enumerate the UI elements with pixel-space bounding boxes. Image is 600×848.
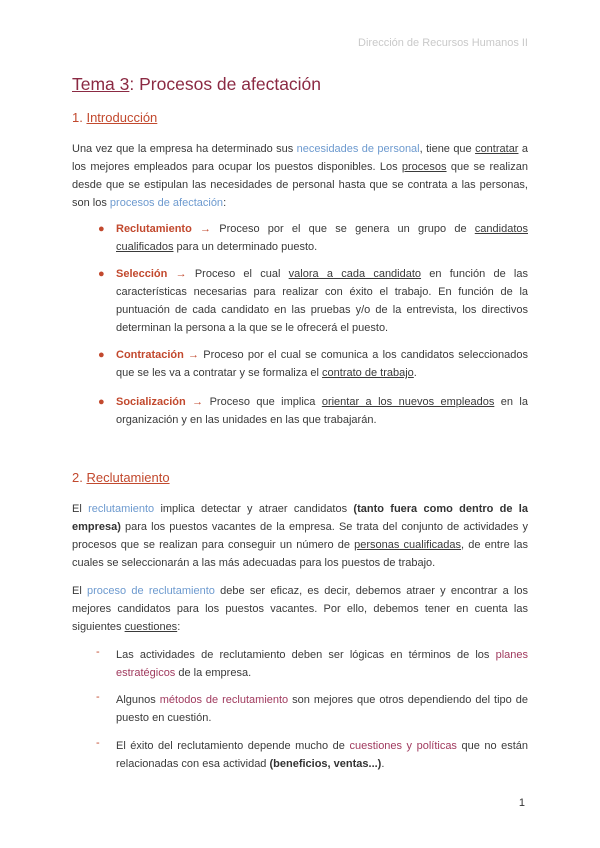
bullet-term: Contratación [116, 349, 184, 361]
bullet-term: Selección [116, 268, 168, 280]
highlight-reclutamiento: reclutamiento [88, 503, 155, 515]
title-prefix: Tema 3 [72, 74, 130, 94]
text-run: para un determinado puesto. [173, 241, 318, 253]
text-run: que no están relacionadas con esa actividad [116, 740, 528, 770]
section-number: 1. [72, 110, 87, 125]
text-run: , de entre las cuales se seleccionarán a las más adecuadas para los puestos de trabajo. [72, 539, 528, 569]
underline-procesos: procesos [401, 161, 447, 173]
dash-item-3 [116, 737, 528, 773]
bullet-item-contratacion [116, 346, 528, 382]
bullet-item-socializacion [116, 393, 528, 429]
section-heading-reclutamiento [72, 470, 170, 485]
reclutamiento-paragraph-1 [72, 500, 528, 572]
text-run: debe ser eficaz, es decir, debemos atraer y encontrar a los mejores candidatos para los puestos vacantes. Por ello, debemos tener en cuenta las siguientes [72, 585, 529, 633]
text-run: : [177, 621, 181, 633]
text-run: en función de las características necesarias para realizar con éxito el trabajo. En función de la puntuación de cada candidato en las pruebas y/o de la entrevista, los directivos determinan la persona a la que se le ofrecerá el puesto. [116, 268, 528, 334]
text-run: Proceso que implica [209, 396, 322, 408]
highlight-text: cuestiones y políticas [349, 740, 457, 752]
text-run: son mejores que otros dependiendo del tipo de puesto en cuestión. [116, 694, 529, 724]
text-run: Algunos [116, 694, 160, 706]
underline-personas: personas cualificadas [354, 539, 462, 551]
text-run: Proceso por el cual se comunica a los candidatos seleccionados que se les va a contratar y se formaliza el [116, 349, 528, 379]
text-run: El [72, 503, 89, 515]
reclutamiento-paragraph-2 [72, 582, 528, 636]
underline-text: orientar a los nuevos empleados [321, 396, 495, 408]
section-number: 2. [72, 470, 87, 485]
dash-icon: - [96, 691, 100, 703]
bullet-item-seleccion [116, 265, 528, 337]
underline-contratar: contratar [475, 143, 519, 155]
text-run: . [381, 758, 385, 770]
arrow-icon: → [183, 349, 204, 361]
highlight-proceso-reclutamiento: proceso de reclutamiento [87, 585, 215, 597]
bold-text: (tanto fuera como dentro de la empresa) [72, 503, 528, 533]
bullet-icon: ● [98, 349, 105, 361]
text-run: implica detectar y atraer candidatos [154, 503, 354, 515]
page-number: 1 [518, 797, 525, 809]
text-run: , tiene que [419, 143, 476, 155]
text-run: de la empresa. [175, 667, 252, 679]
text-run: El éxito del reclutamiento depende mucho de [116, 740, 350, 752]
text-run: Una vez que la empresa ha determinado sus [72, 143, 297, 155]
text-run: . [413, 367, 417, 379]
arrow-icon: → [167, 268, 195, 280]
section-title: Introducción [86, 110, 158, 125]
arrow-icon: → [191, 223, 220, 235]
text-run: Las actividades de reclutamiento deben ser lógicas en términos de los [116, 649, 496, 661]
text-run: a los mejores empleados para ocupar los puestos disponibles. Los [72, 143, 528, 173]
bullet-icon: ● [98, 223, 105, 235]
section-heading-introduccion [72, 110, 157, 125]
text-run: en la organización y en las unidades en las que trabajarán. [116, 396, 528, 426]
title-rest: : Procesos de afectación [129, 74, 322, 94]
text-run: Proceso el cual [194, 268, 289, 280]
underline-text: candidatos cualificados [116, 223, 528, 253]
text-run: Proceso por el que se genera un grupo de [219, 223, 475, 235]
underline-text: valora a cada candidato [288, 268, 422, 280]
dash-icon: - [96, 737, 100, 749]
intro-paragraph [72, 140, 528, 212]
underline-text: contrato de trabajo [322, 367, 414, 379]
text-run: El [72, 585, 88, 597]
underline-cuestiones: cuestiones [124, 621, 178, 633]
highlight-text: planes estratégicos [116, 649, 528, 679]
dash-item-1 [116, 646, 528, 682]
bullet-term: Socialización [116, 396, 186, 408]
highlight-necesidades: necesidades de personal [296, 143, 420, 155]
highlight-text: métodos de reclutamiento [159, 694, 289, 706]
bullet-item-reclutamiento [116, 220, 528, 256]
section-title: Reclutamiento [86, 470, 170, 485]
running-header: Dirección de Recursos Humanos II [358, 37, 528, 49]
text-run: para los puestos vacantes de la empresa. Se trata del conjunto de actividades y procesos que se realizan para conseguir un número de [72, 521, 528, 551]
text-run: que se realizan desde que se estipulan las necesidades de personal hasta que se contrata a las personas, son los [72, 161, 528, 209]
dash-icon: - [96, 646, 100, 658]
bullet-term: Reclutamiento [116, 223, 192, 235]
arrow-icon: → [185, 396, 210, 408]
bullet-icon: ● [98, 396, 105, 408]
page-title [72, 74, 321, 95]
bullet-icon: ● [98, 268, 105, 280]
dash-item-2 [116, 691, 528, 727]
text-run: : [223, 197, 227, 209]
highlight-procesos-afectacion: procesos de afectación [109, 197, 224, 209]
bold-text: (beneficios, ventas...) [269, 758, 382, 770]
